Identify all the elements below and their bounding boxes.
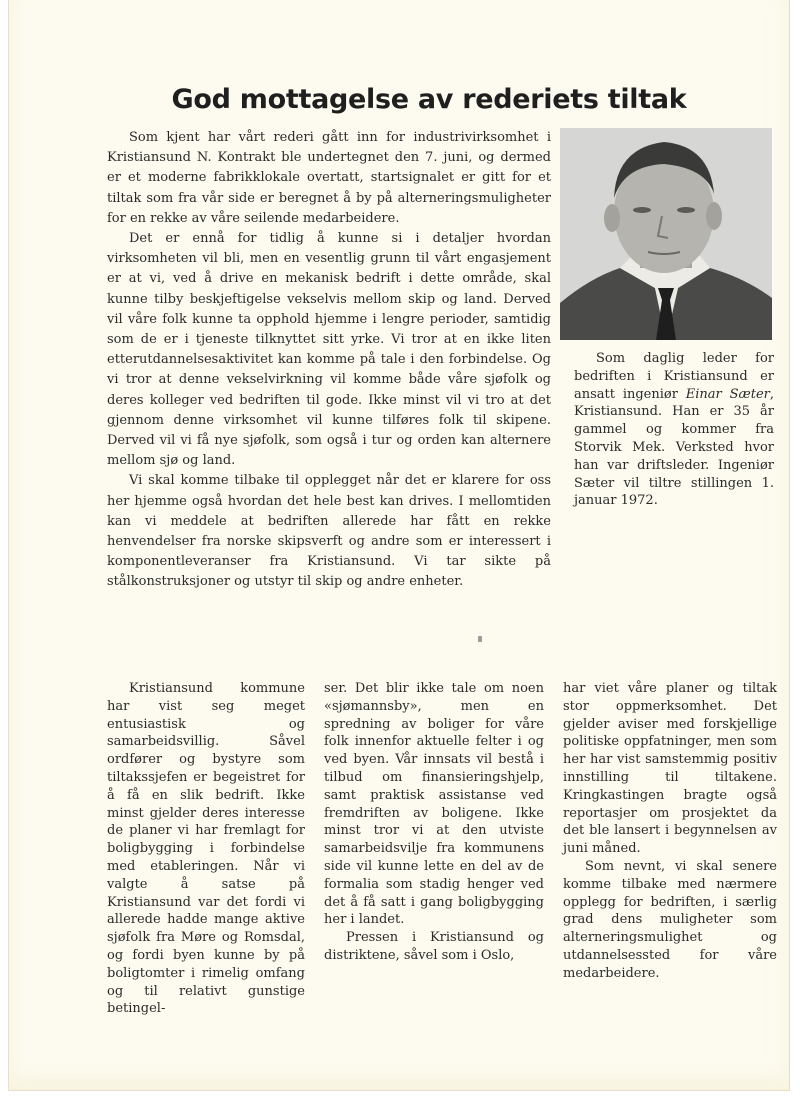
column-middle (324, 680, 544, 1018)
column-right (563, 680, 777, 1018)
caption-person-name: Einar Sæter (685, 386, 770, 402)
column-paragraph: Kristiansund kommune har vist seg meget entusiastisk og samarbeidsvillig. Såvel ordfører og bystyre som tiltakssjefen er begeistret for å få en slik bedrift. Ikke minst gjelder deres interesse de planer vi har fremlagt for boligbygging i forbindelse med etableringen. Når vi valgte å satse på Kristiansund var det fordi vi allerede hadde mange aktive sjøfolk fra Møre og Romsdal, og fordi byen kunne by på boligtomter i rimelig omfang og til relativt gunstige betingel- (107, 681, 305, 1017)
portrait-photo (560, 128, 772, 340)
column-paragraph: Pressen i Kristiansund og distriktene, såvel som i Oslo, (324, 930, 544, 963)
lead-paragraph: Det er ennå for tidlig å kunne si i detaljer hvordan virksomheten vil bli, men en vesentlig grunn til vårt engasjement er at vi, ved å drive en mekanisk bedrift i dette område, skal kunne tilby beskjeftigelse vekselvis mellom skip og land. Derved vil våre folk kunne ta opphold hjemme i lengre perioder, samtidig som de er i tjeneste tilknyttet sitt yrke. Vi tror at en ikke liten etterutdannelsesaktivitet kan komme på tale i den forbindelse. Og vi tror at denne vekselvirkning vil komme både våre sjøfolk og deres kolleger ved bedriften til gode. Ikke minst vil vi tro at det gjennom denne virksomhet vil kunne tilføres folk til skipene. Derved vil vi få nye sjøfolk, som også i tur og orden kan alternere mellom sjø og land. (107, 231, 551, 469)
column-paragraph: Som nevnt, vi skal senere komme tilbake med nærmere opplegg for bedriften, i særlig grad dens muligheter som alterneringsmulighet og utdannelsessted for våre medarbeidere. (563, 858, 777, 981)
scan-speck (478, 636, 482, 642)
portrait-image-icon (560, 128, 772, 340)
lead-paragraph: Vi skal komme tilbake til opplegget når det er klarere for oss her hjemme også hvordan det hele best kan drives. I mellomtiden kan vi meddele at bedriften allerede har fått en rekke henvendelser fra norske skipsverft og andre som er interessert i komponentleveranser fra Kristiansund. Vi tar sikte på stålkonstruksjoner og utstyr til skip og andre enheter. (107, 473, 551, 590)
lead-paragraph: Som kjent har vårt rederi gått inn for industrivirksomhet i Kristiansund N. Kontrakt ble undertegnet den 7. juni, og dermed er et moderne fabrikklokale overtatt, startsignalet er gitt for et tiltak som fra vår side er beregnet å by på alterneringsmuligheter for en rekke av våre seilende medarbeidere. (107, 130, 551, 226)
body-columns (107, 680, 777, 1018)
lead-text (107, 128, 551, 593)
column-continuation: ser. Det blir ikke tale om noen «sjømannsby», men en spredning av boliger for våre folk innenfor aktuelle felter i og ved byen. Vår innsats vil bestå i tilbud om finansieringshjelp, samt praktisk assistanse ved fremdriften av boligene. Ikke minst tror vi at den utviste samarbeidsvilje fra kommunens side vil kunne lette en del av de formalia som stadig henger ved det å få satt i gang boligbygging her i landet. (324, 681, 544, 928)
photo-caption (574, 350, 774, 510)
caption-before-name: Som daglig leder for bedriften i Kristiansund er ansatt ingeniør (574, 351, 774, 402)
column-continuation: har viet våre planer og tiltak stor oppmerksomhet. Det gjelder aviser med forskjellige politiske oppfatninger, men som her har vist samstemmig positiv innstilling til tiltakene. Kringkastingen bragte også reportasjer om prosjektet da det ble lansert i begynnelsen av juni måned. (563, 681, 777, 857)
article-title: God mottagelse av rederiets tiltak (171, 84, 687, 116)
caption-text (574, 350, 774, 510)
column-left (107, 680, 305, 1018)
scanned-page (8, 0, 790, 1091)
caption-after-name: , Kristiansund. Han er 35 år gammel og kommer fra Storvik Mek. Verksted hvor han var driftsleder. Ingeniør Sæter vil tiltre stillingen 1. januar 1972. (574, 386, 774, 509)
